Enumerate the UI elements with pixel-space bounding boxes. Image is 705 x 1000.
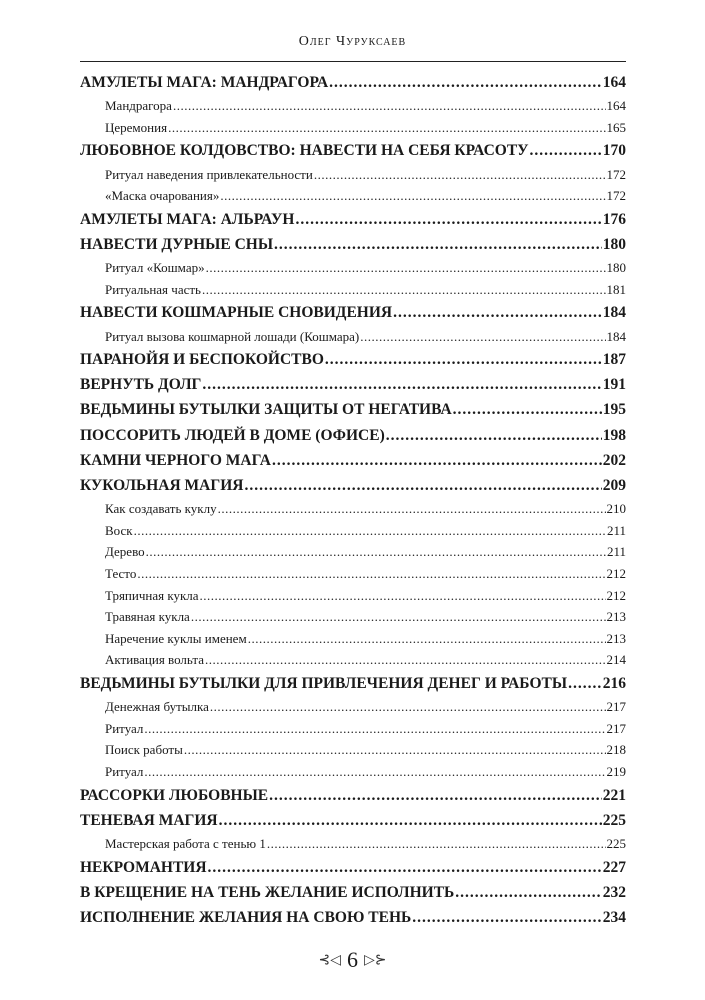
dot-leader xyxy=(205,649,606,671)
dot-leader xyxy=(453,397,602,422)
toc-section-entry[interactable] xyxy=(80,117,626,139)
dot-leader xyxy=(144,761,605,783)
toc-entry-title: Ритуал вызова кошмарной лошади (Кошмара) xyxy=(105,328,360,344)
toc-chapter-entry[interactable] xyxy=(80,207,626,232)
dot-leader xyxy=(137,563,605,585)
toc-entry-page: 184 xyxy=(602,304,626,322)
toc-entry-title: НЕКРОМАНТИЯ xyxy=(80,858,207,876)
toc-chapter-entry[interactable] xyxy=(80,423,626,448)
toc-entry-page: 181 xyxy=(606,281,626,297)
toc-entry-title: КАМНИ ЧЕРНОГО МАГА xyxy=(80,451,271,469)
toc-chapter-entry[interactable] xyxy=(80,300,626,325)
toc-section-entry[interactable] xyxy=(80,185,626,207)
toc-entry-title: Наречение куклы именем xyxy=(105,630,247,646)
dot-leader xyxy=(314,164,606,186)
toc-entry-title: АМУЛЕТЫ МАГА: МАНДРАГОРА xyxy=(80,74,329,91)
toc-entry-title: ПОССОРИТЬ ЛЮДЕЙ В ДОМЕ (ОФИСЕ) xyxy=(80,426,385,444)
header-rule xyxy=(80,61,626,62)
toc-entry-page: 180 xyxy=(602,235,626,253)
toc-entry-page: 172 xyxy=(606,188,626,204)
dot-leader xyxy=(208,855,602,880)
toc-entry-page: 217 xyxy=(606,720,626,736)
toc-entry-title: Денежная бутылка xyxy=(105,699,209,715)
toc-entry-title: Мандрагора xyxy=(105,98,172,114)
dot-leader xyxy=(134,520,606,542)
toc-entry-title: Церемония xyxy=(105,119,168,135)
toc-chapter-entry[interactable] xyxy=(80,138,626,163)
dot-leader xyxy=(360,326,605,348)
toc-entry-title: Тесто xyxy=(105,566,137,581)
toc-section-entry[interactable] xyxy=(80,498,626,520)
toc-section-entry[interactable] xyxy=(80,95,626,117)
toc-entry-title: ТЕНЕВАЯ МАГИЯ xyxy=(80,811,218,829)
toc-entry-page: 225 xyxy=(602,811,626,829)
dot-leader xyxy=(210,696,606,718)
toc-entry-title: РАССОРКИ ЛЮБОВНЫЕ xyxy=(80,786,269,804)
toc-chapter-entry[interactable] xyxy=(80,783,626,808)
toc-entry-title: В КРЕЩЕНИЕ НА ТЕНЬ ЖЕЛАНИЕ ИСПОЛНИТЬ xyxy=(80,883,455,901)
toc-entry-page: 210 xyxy=(606,501,626,517)
toc-section-entry[interactable] xyxy=(80,739,626,761)
dot-leader xyxy=(144,718,605,740)
toc-chapter-entry[interactable] xyxy=(80,372,626,397)
toc-entry-title: Ритуальная часть xyxy=(105,281,201,297)
table-of-contents xyxy=(80,70,626,930)
toc-entry-page: 184 xyxy=(606,328,626,344)
toc-entry-page: 213 xyxy=(606,609,626,625)
dot-leader xyxy=(219,808,602,833)
toc-entry-page: 211 xyxy=(606,544,626,560)
toc-chapter-entry[interactable] xyxy=(80,855,626,880)
toc-section-entry[interactable] xyxy=(80,649,626,671)
toc-entry-page: 165 xyxy=(606,119,626,135)
toc-entry-title: НАВЕСТИ ДУРНЫЕ СНЫ xyxy=(80,235,274,253)
toc-entry-page: 225 xyxy=(606,835,626,851)
toc-section-entry[interactable] xyxy=(80,718,626,740)
toc-chapter-entry[interactable] xyxy=(80,880,626,905)
dot-leader xyxy=(325,347,602,372)
toc-entry-page: 164 xyxy=(602,74,626,91)
dot-leader xyxy=(173,95,606,117)
toc-section-entry[interactable] xyxy=(80,541,626,563)
dot-leader xyxy=(218,498,606,520)
toc-entry-title: ВЕДЬМИНЫ БУТЫЛКИ ЗАЩИТЫ ОТ НЕГАТИВА xyxy=(80,401,452,419)
toc-entry-title: ЛЮБОВНОЕ КОЛДОВСТВО: НАВЕСТИ НА СЕБЯ КРАСОТУ xyxy=(80,142,529,160)
toc-entry-title: ВЕДЬМИНЫ БУТЫЛКИ ДЛЯ ПРИВЛЕЧЕНИЯ ДЕНЕГ И РАБОТЫ xyxy=(80,674,568,692)
dot-leader xyxy=(168,117,605,139)
dot-leader xyxy=(269,783,602,808)
dot-leader xyxy=(191,606,606,628)
toc-entry-page: 211 xyxy=(606,522,626,538)
toc-entry-page: 218 xyxy=(606,742,626,758)
dot-leader xyxy=(248,628,606,650)
dot-leader xyxy=(202,279,606,301)
dot-leader xyxy=(267,833,606,855)
dot-leader xyxy=(386,423,602,448)
toc-entry-title: Активация вольта xyxy=(105,652,204,668)
toc-section-entry[interactable] xyxy=(80,628,626,650)
toc-entry-page: 232 xyxy=(602,883,626,901)
dot-leader xyxy=(274,232,602,257)
toc-entry-page: 227 xyxy=(602,858,626,876)
toc-entry-page: 234 xyxy=(602,908,626,926)
toc-entry-page: 216 xyxy=(602,674,626,692)
toc-entry-page: 176 xyxy=(602,210,626,228)
dot-leader xyxy=(202,372,601,397)
toc-section-entry[interactable] xyxy=(80,164,626,186)
toc-entry-page: 198 xyxy=(602,426,626,444)
toc-entry-page: 172 xyxy=(606,166,626,182)
toc-entry-page: 212 xyxy=(606,587,626,603)
toc-chapter-entry[interactable] xyxy=(80,905,626,930)
ornament-right-icon: ▷⊱ xyxy=(364,952,387,968)
toc-section-entry[interactable] xyxy=(80,257,626,279)
toc-entry-title: Тряпичная кукла xyxy=(105,587,199,603)
toc-entry-title: ИСПОЛНЕНИЕ ЖЕЛАНИЯ НА СВОЮ ТЕНЬ xyxy=(80,908,412,926)
toc-section-entry[interactable] xyxy=(80,833,626,855)
toc-section-entry[interactable] xyxy=(80,696,626,718)
dot-leader xyxy=(568,671,602,696)
toc-entry-page: 191 xyxy=(602,376,626,394)
toc-entry-title: Ритуал xyxy=(105,720,144,736)
toc-entry-title: Дерево xyxy=(105,544,145,560)
toc-chapter-entry[interactable] xyxy=(80,808,626,833)
toc-entry-page: 180 xyxy=(606,260,626,276)
toc-entry-page: 219 xyxy=(606,763,626,779)
toc-entry-page: 212 xyxy=(606,566,626,581)
toc-section-entry[interactable] xyxy=(80,761,626,783)
toc-chapter-entry[interactable] xyxy=(80,232,626,257)
toc-chapter-entry[interactable] xyxy=(80,397,626,422)
toc-entry-page: 202 xyxy=(602,451,626,469)
toc-chapter-entry[interactable] xyxy=(80,347,626,372)
dot-leader xyxy=(455,880,601,905)
dot-leader xyxy=(220,185,605,207)
toc-section-entry[interactable] xyxy=(80,520,626,542)
toc-entry-title: Поиск работы xyxy=(105,742,183,758)
toc-entry-title: ВЕРНУТЬ ДОЛГ xyxy=(80,376,202,394)
dot-leader xyxy=(245,473,602,498)
toc-entry-page: 195 xyxy=(602,401,626,419)
toc-entry-title: «Маска очарования» xyxy=(105,188,220,204)
toc-chapter-entry[interactable] xyxy=(80,70,626,95)
ornament-left-icon: ⊰◁ xyxy=(318,952,341,968)
toc-entry-page: 217 xyxy=(606,699,626,715)
toc-entry-page: 187 xyxy=(602,351,626,369)
toc-section-entry[interactable] xyxy=(80,606,626,628)
toc-entry-title: Ритуал «Кошмар» xyxy=(105,260,205,276)
toc-entry-title: НАВЕСТИ КОШМАРНЫЕ СНОВИДЕНИЯ xyxy=(80,304,393,322)
dot-leader xyxy=(184,739,606,761)
toc-entry-title: ПАРАНОЙЯ И БЕСПОКОЙСТВО xyxy=(80,351,324,369)
toc-entry-title: АМУЛЕТЫ МАГА: АЛЬРАУН xyxy=(80,210,295,228)
toc-entry-page: 170 xyxy=(602,142,626,160)
toc-entry-title: Воск xyxy=(105,522,133,538)
page-number: 6 xyxy=(347,947,358,972)
toc-chapter-entry[interactable] xyxy=(80,671,626,696)
dot-leader xyxy=(272,448,602,473)
dot-leader xyxy=(393,300,602,325)
toc-entry-title: Травяная кукла xyxy=(105,609,190,625)
toc-entry-page: 209 xyxy=(602,477,626,495)
toc-section-entry[interactable] xyxy=(80,279,626,301)
toc-entry-title: Мастерская работа с тенью 1 xyxy=(105,835,266,851)
dot-leader xyxy=(146,541,606,563)
dot-leader xyxy=(530,138,602,163)
toc-entry-page: 164 xyxy=(606,98,626,114)
toc-section-entry[interactable] xyxy=(80,326,626,348)
dot-leader xyxy=(329,70,602,95)
toc-section-entry[interactable] xyxy=(80,563,626,585)
running-head-author: Олег Чуруксаев xyxy=(298,34,407,49)
dot-leader xyxy=(295,207,601,232)
toc-entry-title: Как создавать куклу xyxy=(105,501,217,517)
toc-entry-page: 214 xyxy=(606,652,626,668)
toc-chapter-entry[interactable] xyxy=(80,448,626,473)
toc-entry-title: Ритуал наведения привлекательности xyxy=(105,166,313,182)
toc-entry-page: 221 xyxy=(602,786,626,804)
dot-leader xyxy=(412,905,601,930)
toc-entry-title: Ритуал xyxy=(105,763,144,779)
page-folio xyxy=(0,947,705,973)
toc-entry-page: 213 xyxy=(606,630,626,646)
toc-entry-title: КУКОЛЬНАЯ МАГИЯ xyxy=(80,477,244,495)
dot-leader xyxy=(206,257,606,279)
toc-section-entry[interactable] xyxy=(80,585,626,607)
dot-leader xyxy=(200,585,606,607)
toc-chapter-entry[interactable] xyxy=(80,473,626,498)
